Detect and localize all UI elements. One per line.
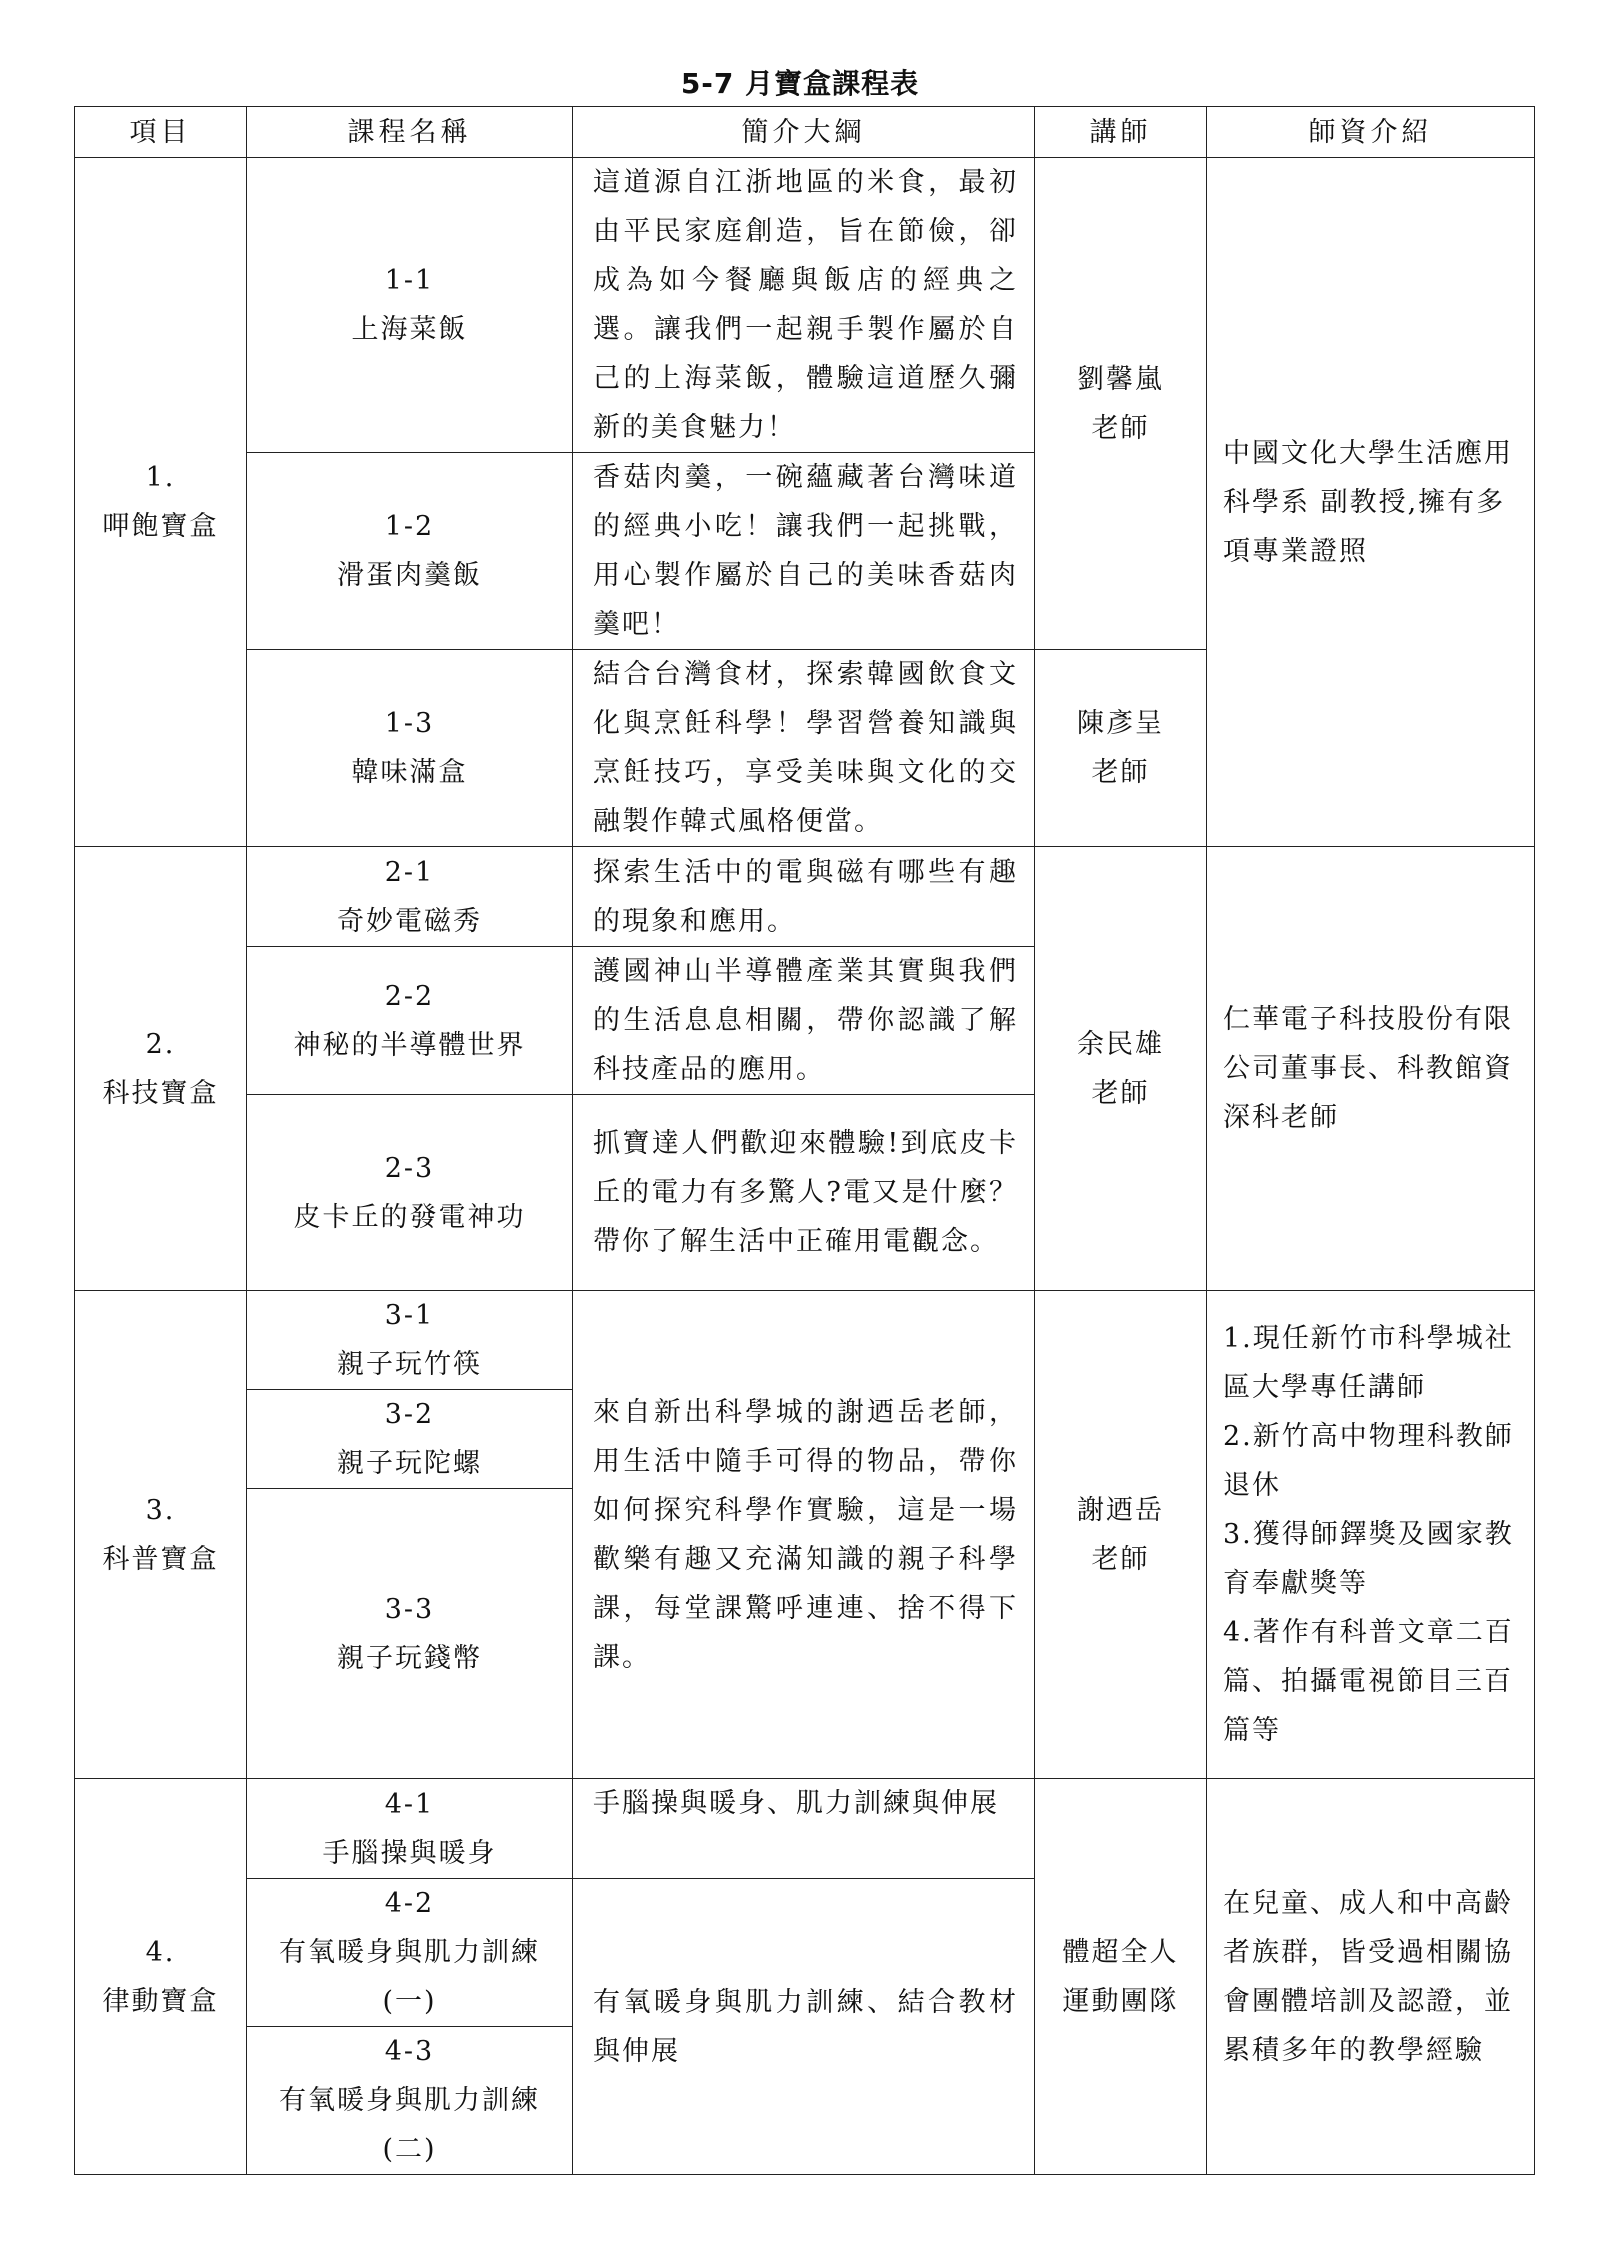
- course-name: 2-1 奇妙電磁秀: [247, 847, 573, 947]
- course-intro: 手腦操與暖身、肌力訓練與伸展: [573, 1779, 1035, 1879]
- course-intro: 香菇肉羹，一碗蘊藏著台灣味道的經典小吃！讓我們一起挑戰，用心製作屬於自己的美味香菇肉羹吧！: [573, 453, 1035, 650]
- teacher-bio: 1.現任新竹市科學城社區大學專任講師 2.新竹高中物理科教師退休 3.獲得師鐸獎及國家教育奉獻獎等 4.著作有科普文章二百篇、拍攝電視節目三百篇等: [1207, 1291, 1535, 1779]
- course-name: 3-1 親子玩竹筷: [247, 1291, 573, 1390]
- course-name: 1-3 韓味滿盒: [247, 650, 573, 847]
- course-intro: 探索生活中的電與磁有哪些有趣的現象和應用。: [573, 847, 1035, 947]
- table-row: [75, 1779, 1535, 1879]
- header-intro: 簡介大綱: [573, 107, 1035, 158]
- table-row: [75, 1291, 1535, 1390]
- course-intro: 抓寶達人們歡迎來體驗!到底皮卡丘的電力有多驚人?電又是什麼？帶你了解生活中正確用電觀念。: [573, 1095, 1035, 1291]
- course-intro: 護國神山半導體產業其實與我們的生活息息相關，帶你認識了解科技產品的應用。: [573, 947, 1035, 1095]
- table-row: [75, 158, 1535, 453]
- course-schedule-table: [74, 106, 1535, 2175]
- teacher-name: 體超全人 運動團隊: [1035, 1779, 1207, 2175]
- course-intro: 來自新出科學城的謝迺岳老師，用生活中隨手可得的物品，帶你如何探究科學作實驗，這是一場歡樂有趣又充滿知識的親子科學課，每堂課驚呼連連、捨不得下課。: [573, 1291, 1035, 1779]
- page-title: 5-7 月寶盒課程表: [680, 67, 920, 100]
- table-header-row: [75, 107, 1535, 158]
- section-item: 4. 律動寶盒: [75, 1779, 247, 2175]
- teacher-bio: 在兒童、成人和中高齡者族群，皆受過相關協會團體培訓及認證，並累積多年的教學經驗: [1207, 1779, 1535, 2175]
- course-name: 4-3 有氧暖身與肌力訓練 (二): [247, 2027, 573, 2175]
- teacher-name: 謝迺岳 老師: [1035, 1291, 1207, 1779]
- teacher-name: 余民雄 老師: [1035, 847, 1207, 1291]
- course-intro: 結合台灣食材，探索韓國飲食文化與烹飪科學！學習營養知識與烹飪技巧，享受美味與文化的交融製作韓式風格便當。: [573, 650, 1035, 847]
- header-course-name: 課程名稱: [247, 107, 573, 158]
- header-bio: 師資介紹: [1207, 107, 1535, 158]
- course-intro: 有氧暖身與肌力訓練、結合教材與伸展: [573, 1879, 1035, 2175]
- course-intro: 這道源自江浙地區的米食，最初由平民家庭創造，旨在節儉，卻成為如今餐廳與飯店的經典之選。讓我們一起親手製作屬於自己的上海菜飯，體驗這道歷久彌新的美食魅力！: [573, 158, 1035, 453]
- section-item: 1. 呷飽寶盒: [75, 158, 247, 847]
- table-row: [75, 847, 1535, 947]
- course-name: 2-3 皮卡丘的發電神功: [247, 1095, 573, 1291]
- teacher-bio: 中國文化大學生活應用科學系 副教授,擁有多項專業證照: [1207, 158, 1535, 847]
- course-name: 4-2 有氧暖身與肌力訓練 (一): [247, 1879, 573, 2027]
- section-item: 2. 科技寶盒: [75, 847, 247, 1291]
- section-item: 3. 科普寶盒: [75, 1291, 247, 1779]
- course-name: 3-3 親子玩錢幣: [247, 1489, 573, 1779]
- header-item: 項目: [75, 107, 247, 158]
- teacher-bio: 仁華電子科技股份有限公司董事長、科教館資深科老師: [1207, 847, 1535, 1291]
- course-name: 1-1 上海菜飯: [247, 158, 573, 453]
- teacher-name: 劉馨嵐 老師: [1035, 158, 1207, 650]
- course-name: 2-2 神秘的半導體世界: [247, 947, 573, 1095]
- course-name: 1-2 滑蛋肉羹飯: [247, 453, 573, 650]
- header-teacher: 講師: [1035, 107, 1207, 158]
- teacher-name: 陳彥呈 老師: [1035, 650, 1207, 847]
- course-name: 3-2 親子玩陀螺: [247, 1390, 573, 1489]
- course-name: 4-1 手腦操與暖身: [247, 1779, 573, 1879]
